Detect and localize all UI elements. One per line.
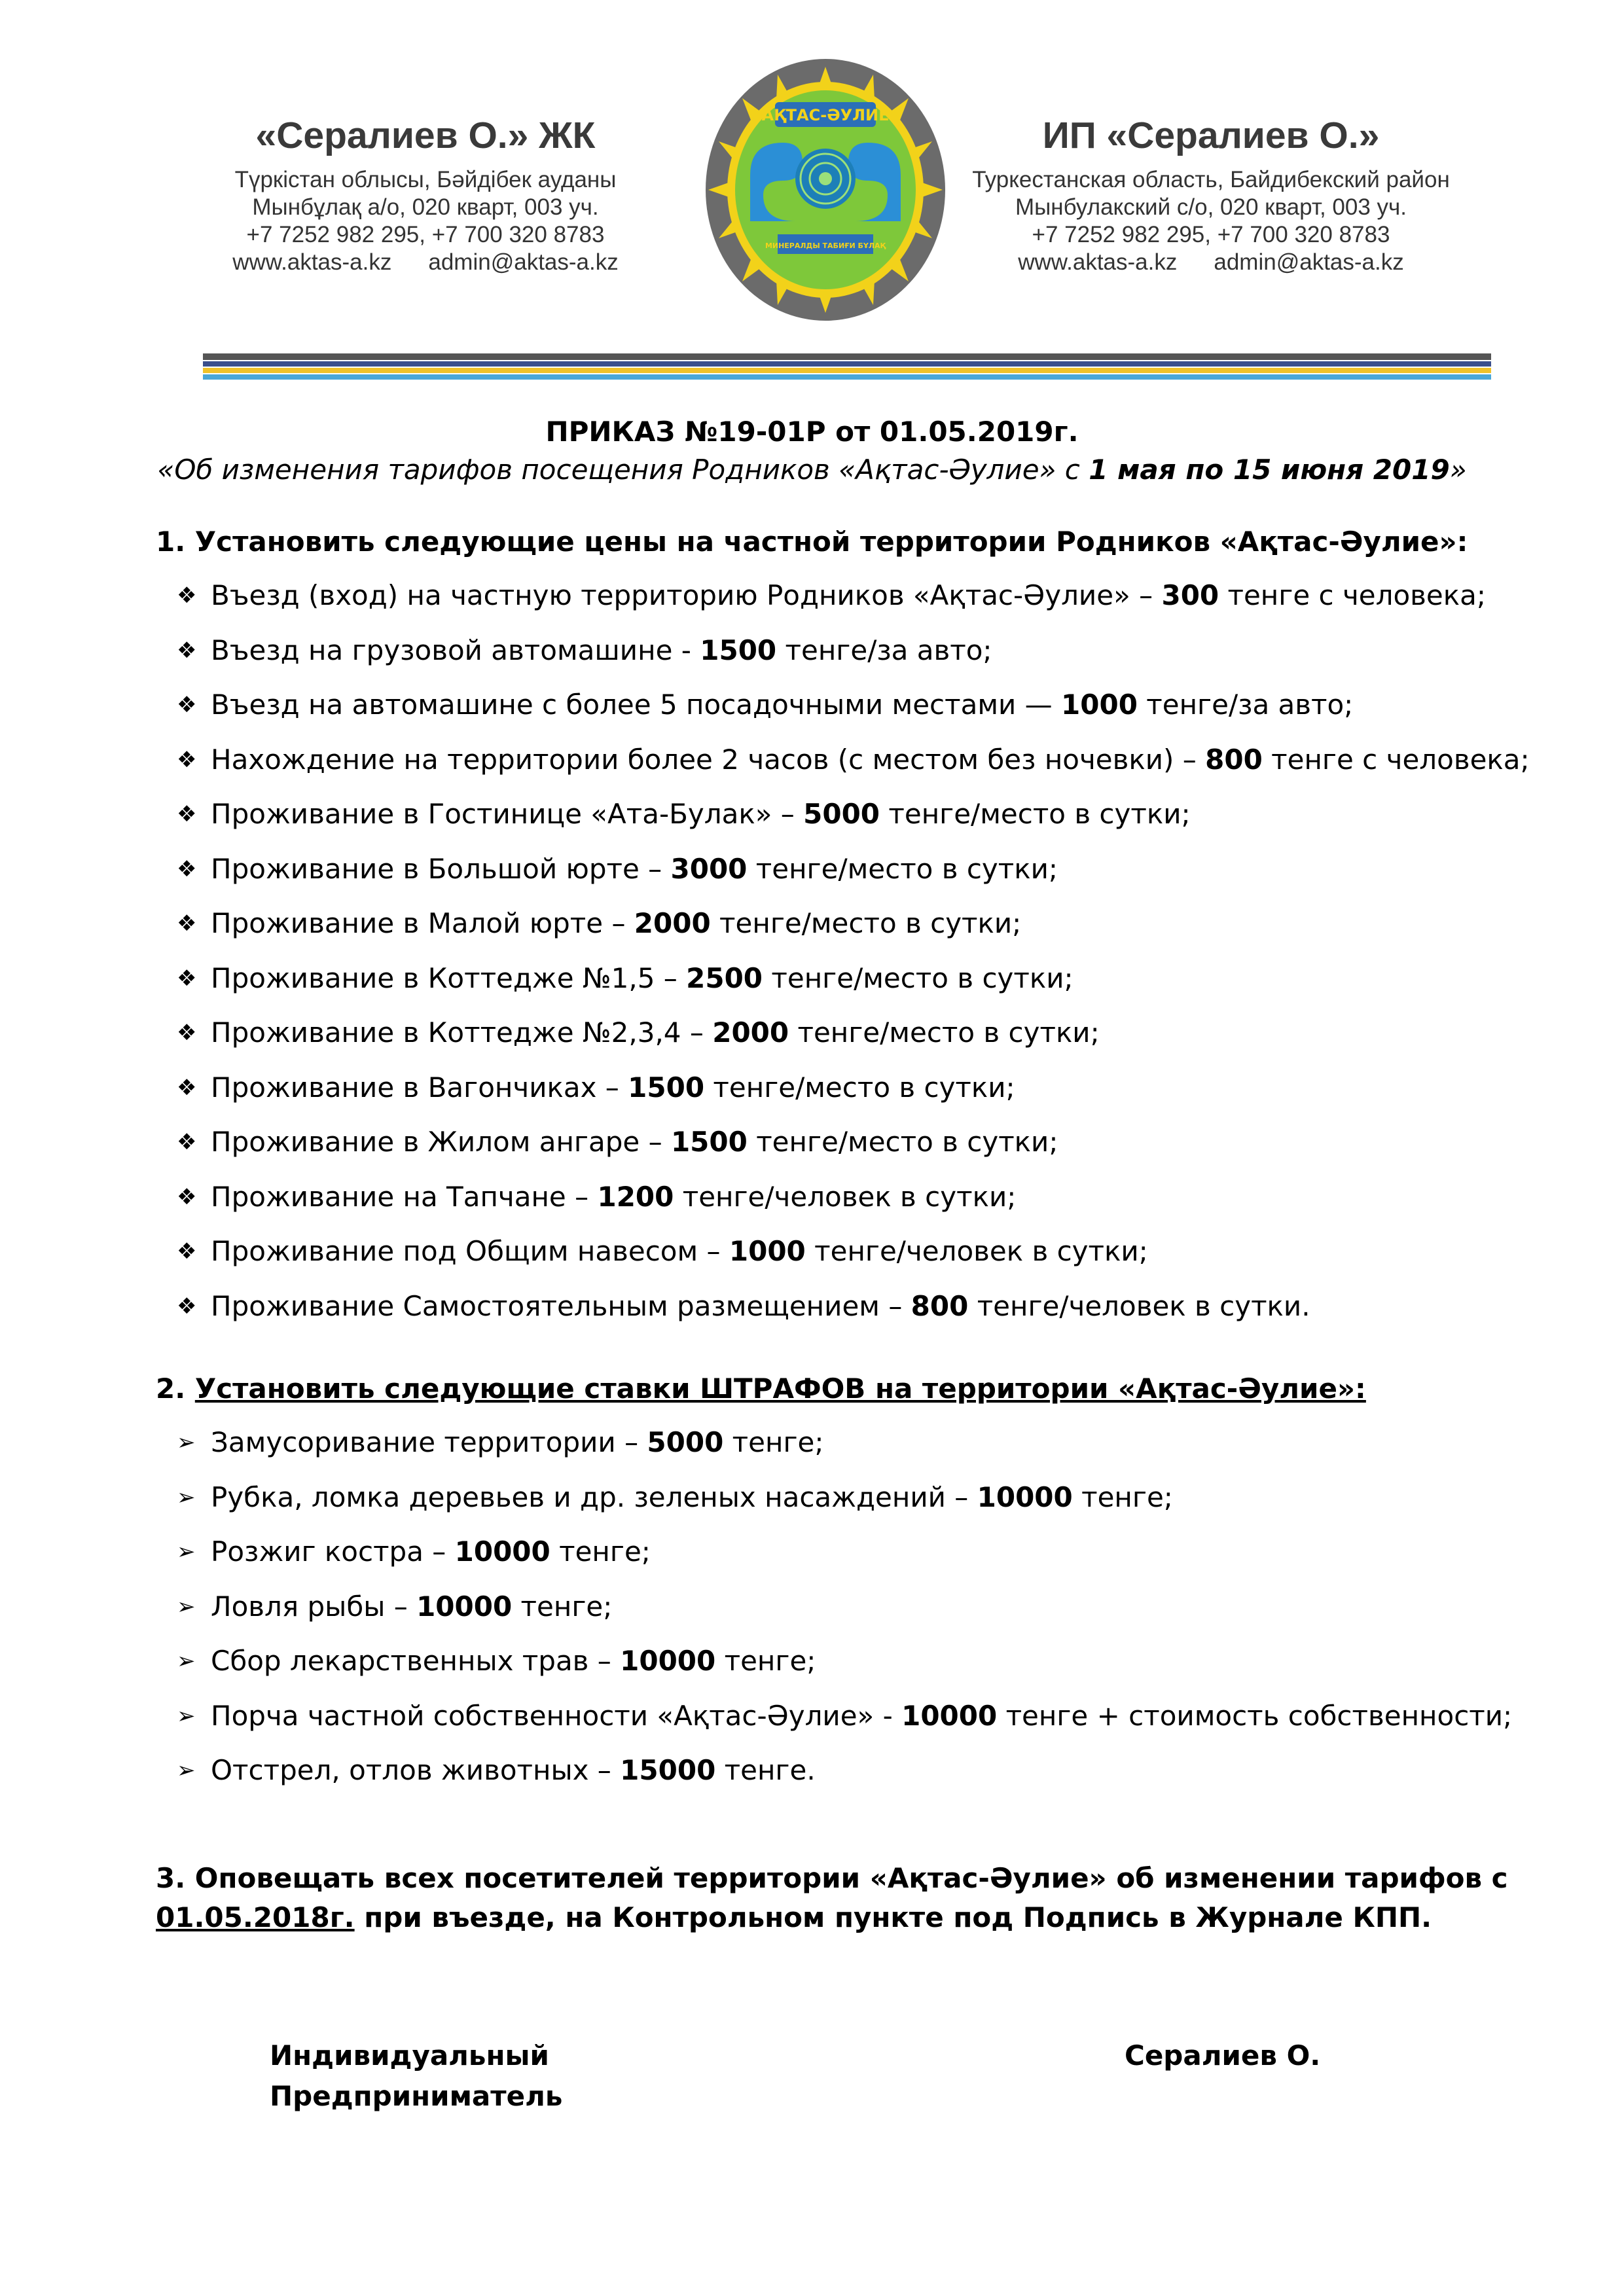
item-text: Ловля рыбы – 10000 тенге; bbox=[211, 1590, 613, 1623]
amount: 2500 bbox=[686, 961, 763, 994]
item-text: Нахождение на территории более 2 часов (с местом без ночевки) – 800 тенге с человека; bbox=[211, 743, 1530, 776]
item-text: Сбор лекарственных трав – 10000 тенге; bbox=[211, 1645, 816, 1677]
phone-line: +7 7252 982 295, +7 700 320 8783 bbox=[246, 222, 605, 247]
item-text: Проживание под Общим навесом – 1000 тенге/человек в сутки; bbox=[211, 1235, 1148, 1267]
item-text: Проживание в Жилом ангаре – 1500 тенге/место в сутки; bbox=[211, 1126, 1058, 1158]
bullet-icon: ❖ bbox=[177, 1238, 197, 1265]
bullet-icon: ❖ bbox=[177, 855, 197, 882]
item-text: Проживание на Тапчане – 1200 тенге/человек в сутки; bbox=[211, 1180, 1017, 1213]
fines-list bbox=[177, 1424, 1512, 1807]
amount: 3000 bbox=[670, 852, 748, 885]
item-text: Порча частной собственности «Ақтас-Әулие» - 10000 тенге + стоимость собственности; bbox=[211, 1699, 1513, 1732]
fine-item bbox=[177, 1643, 1512, 1698]
bullet-icon: ❖ bbox=[177, 1183, 197, 1210]
amount: 2000 bbox=[712, 1016, 789, 1049]
price-list bbox=[177, 577, 1530, 1342]
item-text: Проживание в Гостинице «Ата-Булак» – 5000 тенге/место в сутки; bbox=[211, 798, 1191, 830]
bullet-icon: ➢ bbox=[177, 1484, 196, 1511]
price-item bbox=[177, 577, 1530, 632]
website-link[interactable]: www.aktas-a.kz bbox=[1018, 249, 1178, 275]
amount: 1200 bbox=[597, 1180, 674, 1213]
address-line: Мынбұлақ а/о, 020 кварт, 003 уч. bbox=[252, 194, 599, 220]
item-text: Розжиг костра – 10000 тенге; bbox=[211, 1535, 651, 1568]
price-item bbox=[177, 851, 1530, 906]
amount: 1500 bbox=[628, 1071, 705, 1103]
amount: 5000 bbox=[803, 798, 880, 830]
bullet-icon: ❖ bbox=[177, 746, 197, 773]
amount: 10000 bbox=[454, 1535, 550, 1568]
effective-date: 01.05.2018г. bbox=[156, 1901, 355, 1933]
price-item bbox=[177, 796, 1530, 851]
price-item bbox=[177, 1014, 1530, 1069]
price-item bbox=[177, 632, 1530, 687]
section-2-heading: 2. Установить следующие ставки ШТРАФОВ на территории «Ақтас-Әулие»: bbox=[156, 1372, 1366, 1405]
item-text: Проживание Самостоятельным размещением – 800 тенге/человек в сутки. bbox=[211, 1289, 1310, 1322]
bullet-icon: ❖ bbox=[177, 692, 197, 718]
order-subtitle: «Об изменения тарифов посещения Родников «Ақтас-Әулие» с 1 мая по 15 июня 2019» bbox=[157, 454, 1467, 486]
amount: 1000 bbox=[729, 1235, 806, 1267]
bullet-icon: ❖ bbox=[177, 1293, 197, 1319]
price-item bbox=[177, 1233, 1530, 1288]
item-text: Проживание в Малой юрте – 2000 тенге/место в сутки; bbox=[211, 907, 1022, 939]
price-item bbox=[177, 960, 1530, 1015]
letterhead-right bbox=[956, 113, 1466, 276]
amount: 1500 bbox=[670, 1126, 748, 1158]
amount: 15000 bbox=[620, 1754, 716, 1786]
price-item bbox=[177, 1069, 1530, 1124]
fine-item bbox=[177, 1424, 1512, 1479]
bullet-icon: ❖ bbox=[177, 910, 197, 937]
amount: 800 bbox=[1205, 743, 1263, 776]
amount: 800 bbox=[911, 1289, 969, 1322]
amount: 300 bbox=[1161, 579, 1219, 611]
bullet-icon: ❖ bbox=[177, 1074, 197, 1101]
item-text: Отстрел, отлов животных – 15000 тенге. bbox=[211, 1754, 816, 1786]
item-text: Проживание в Коттедже №2,3,4 – 2000 тенге/место в сутки; bbox=[211, 1016, 1100, 1049]
section-3-paragraph: 3. Оповещать всех посетителей территории «Ақтас-Әулие» об изменении тарифов с 01.05.2018г. при въезде, на Контрольном пункте под Подпись в Журнале КПП. bbox=[156, 1862, 1508, 1933]
section-1-heading: 1. Установить следующие цены на частной территории Родников «Ақтас-Әулие»: bbox=[156, 526, 1468, 558]
fine-item bbox=[177, 1752, 1512, 1807]
header-stripe-blue bbox=[203, 361, 1491, 367]
amount: 1000 bbox=[1061, 689, 1138, 721]
bullet-icon: ➢ bbox=[177, 1429, 196, 1456]
amount: 10000 bbox=[620, 1645, 716, 1677]
item-text: Рубка, ломка деревьев и др. зеленых насаждений – 10000 тенге; bbox=[211, 1480, 1173, 1513]
bullet-icon: ❖ bbox=[177, 1020, 197, 1046]
amount: 5000 bbox=[647, 1426, 724, 1458]
bullet-icon: ➢ bbox=[177, 1702, 196, 1729]
signatory-role: Индивидуальный Предприниматель bbox=[270, 2039, 563, 2112]
item-text: Проживание в Вагончиках – 1500 тенге/место в сутки; bbox=[211, 1071, 1015, 1103]
bullet-icon: ❖ bbox=[177, 637, 197, 664]
bullet-icon: ❖ bbox=[177, 965, 197, 992]
fine-item bbox=[177, 1534, 1512, 1588]
header-stripe-yellow bbox=[203, 368, 1491, 373]
letterhead-left bbox=[170, 113, 681, 276]
item-text: Въезд на автомашине с более 5 посадочными местами — 1000 тенге/за авто; bbox=[211, 689, 1354, 721]
address-line: Туркестанская область, Байдибекский район bbox=[972, 167, 1450, 192]
amount: 10000 bbox=[416, 1590, 513, 1623]
aktas-aulie-logo bbox=[704, 58, 947, 323]
fine-item bbox=[177, 1479, 1512, 1534]
amount: 10000 bbox=[977, 1480, 1073, 1513]
contacts-line bbox=[170, 249, 681, 276]
fine-item bbox=[177, 1698, 1512, 1753]
item-text: Въезд (вход) на частную территорию Родников «Ақтас-Әулие» – 300 тенге с человека; bbox=[211, 579, 1486, 611]
header-stripe-gray bbox=[203, 353, 1491, 360]
address-line: Түркістан облысы, Бәйдібек ауданы bbox=[234, 167, 617, 192]
amount: 2000 bbox=[634, 907, 711, 939]
company-name-kz: «Сералиев О.» ЖК bbox=[255, 115, 596, 156]
price-item bbox=[177, 687, 1530, 742]
website-link[interactable]: www.aktas-a.kz bbox=[232, 249, 392, 275]
fine-item bbox=[177, 1588, 1512, 1643]
item-text: Проживание в Большой юрте – 3000 тенге/место в сутки; bbox=[211, 852, 1058, 885]
bullet-icon: ➢ bbox=[177, 1539, 196, 1565]
logo-caption: МИНЕРАЛДЫ ТАБИҒИ БҰЛАҚ bbox=[765, 242, 886, 250]
bullet-icon: ❖ bbox=[177, 1129, 197, 1155]
bullet-icon: ➢ bbox=[177, 1593, 196, 1620]
price-item bbox=[177, 1179, 1530, 1234]
email-link[interactable]: admin@aktas-a.kz bbox=[428, 249, 619, 275]
amount: 1500 bbox=[700, 634, 777, 666]
address-line: Мынбулакский с/о, 020 кварт, 003 уч. bbox=[1015, 194, 1407, 220]
price-item bbox=[177, 1124, 1530, 1179]
bullet-icon: ❖ bbox=[177, 801, 197, 827]
header-stripe-lightblue bbox=[203, 374, 1491, 380]
item-text: Въезд на грузовой автомашине - 1500 тенге/за авто; bbox=[211, 634, 992, 666]
company-name-ru: ИП «Сералиев О.» bbox=[1042, 115, 1380, 156]
price-item bbox=[177, 742, 1530, 797]
price-item bbox=[177, 1288, 1530, 1343]
bullet-icon: ➢ bbox=[177, 1648, 196, 1674]
signatory-name: Сералиев О. bbox=[1125, 2039, 1321, 2072]
item-text: Проживание в Коттедже №1,5 – 2500 тенге/место в сутки; bbox=[211, 961, 1074, 994]
bullet-icon: ➢ bbox=[177, 1757, 196, 1784]
item-text: Замусоривание территории – 5000 тенге; bbox=[211, 1426, 824, 1458]
logo-title: АҚТАС-ӘУЛИЕ bbox=[761, 106, 890, 124]
order-title: ПРИКАЗ №19-01Р от 01.05.2019г. bbox=[545, 416, 1079, 448]
contacts-line bbox=[956, 249, 1466, 276]
price-item bbox=[177, 905, 1530, 960]
amount: 10000 bbox=[901, 1699, 998, 1732]
email-link[interactable]: admin@aktas-a.kz bbox=[1214, 249, 1404, 275]
bullet-icon: ❖ bbox=[177, 583, 197, 609]
phone-line: +7 7252 982 295, +7 700 320 8783 bbox=[1032, 222, 1390, 247]
